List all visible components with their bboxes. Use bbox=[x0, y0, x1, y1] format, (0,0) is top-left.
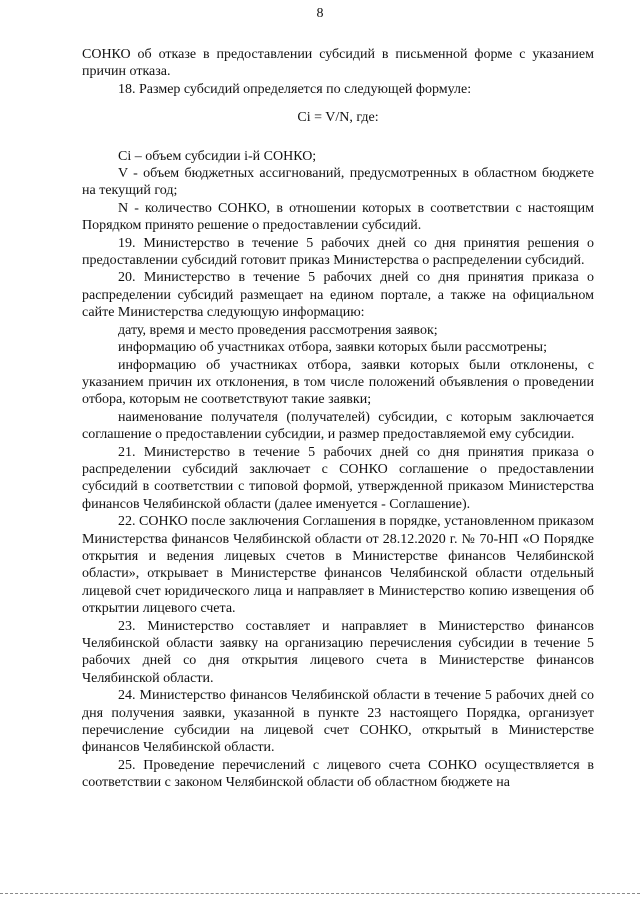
paragraph-23: 23. Министерство составляет и направляет в Министерство финансов Челябинской области заявку на организацию перечисления субсидии в течение 5 рабочих дней со дня открытия лицевого счета в Министерстве финансов Челябинской области. bbox=[82, 618, 594, 686]
page-bottom-rule bbox=[0, 893, 640, 894]
paragraph-19: 19. Министерство в течение 5 рабочих дней со дня принятия решения о предоставлении субсидий готовит приказ Министерства о распределении субсидий. bbox=[82, 235, 594, 269]
definition-v: V - объем бюджетных ассигнований, предусмотренных в областном бюджете на текущий год; bbox=[82, 166, 594, 199]
page-number: 8 bbox=[316, 6, 324, 21]
paragraph-22: 22. СОНКО после заключения Соглашения в порядке, установленном приказом Министерства финансов Челябинской области от 28.12.2020 г. № 70-НП «О Порядке открытия и ведения лицевых счетов в Министерстве финансов Челябинской области», открывает в Министерстве финансов Челябинской области отдельный лицевой счет юридического лица и направляет в Министерство копию извещения об открытии лицевого счета. bbox=[82, 514, 594, 617]
document-body bbox=[82, 46, 594, 792]
paragraph-24: 24. Министерство финансов Челябинской области в течение 5 рабочих дней со дня получения заявки, указанной в пункте 23 настоящего Порядка, организует перечисление субсидии на лицевой счет СОНКО, открытый в Министерстве финансов Челябинской области. bbox=[82, 688, 594, 756]
definition-n: N - количество СОНКО, в отношении которых в соответствии с настоящим Порядком принято решение о предоставлении субсидий. bbox=[82, 200, 594, 234]
paragraph-20: 20. Министерство в течение 5 рабочих дней со дня принятия приказа о распределении субсидий размещает на едином портале, а также на официальном сайте Министерства следующую информацию: bbox=[82, 270, 594, 321]
list-item-recipient-name: наименование получателя (получателей) субсидии, с которым заключается соглашение о предоставлении субсидии, и размер предоставляемой ему субсидии. bbox=[82, 409, 594, 443]
list-item-review-date: дату, время и место проведения рассмотрения заявок; bbox=[118, 322, 438, 338]
subsidy-formula: Ci = V/N, где: bbox=[297, 110, 379, 126]
paragraph-18: 18. Размер субсидий определяется по следующей формуле: bbox=[118, 81, 472, 97]
list-item-reviewed-participants: информацию об участниках отбора, заявки которых были рассмотрены; bbox=[118, 340, 547, 356]
paragraph-25: 25. Проведение перечислений с лицевого счета СОНКО осуществляется в соответствии с законом Челябинской области об областном бюджете на bbox=[82, 757, 594, 791]
definition-ci: Ci – объем субсидии i-й СОНКО; bbox=[118, 148, 317, 164]
list-item-rejected-participants: информацию об участниках отбора, заявки которых были отклонены, с указанием причин их отклонения, в том числе положений объявления о проведении отбора, которым не соответствуют такие заявки; bbox=[82, 357, 594, 408]
paragraph-refusal-notice: СОНКО об отказе в предоставлении субсидий в письменной форме с указанием причин отказа. bbox=[82, 47, 594, 80]
paragraph-21: 21. Министерство в течение 5 рабочих дней со дня принятия приказа о распределении субсидий заключает с СОНКО соглашение о предоставлении субсидий в соответствии с типовой формой, утвержденной приказом Министерства финансов Челябинской области (далее именуется - Соглашение). bbox=[82, 444, 594, 512]
